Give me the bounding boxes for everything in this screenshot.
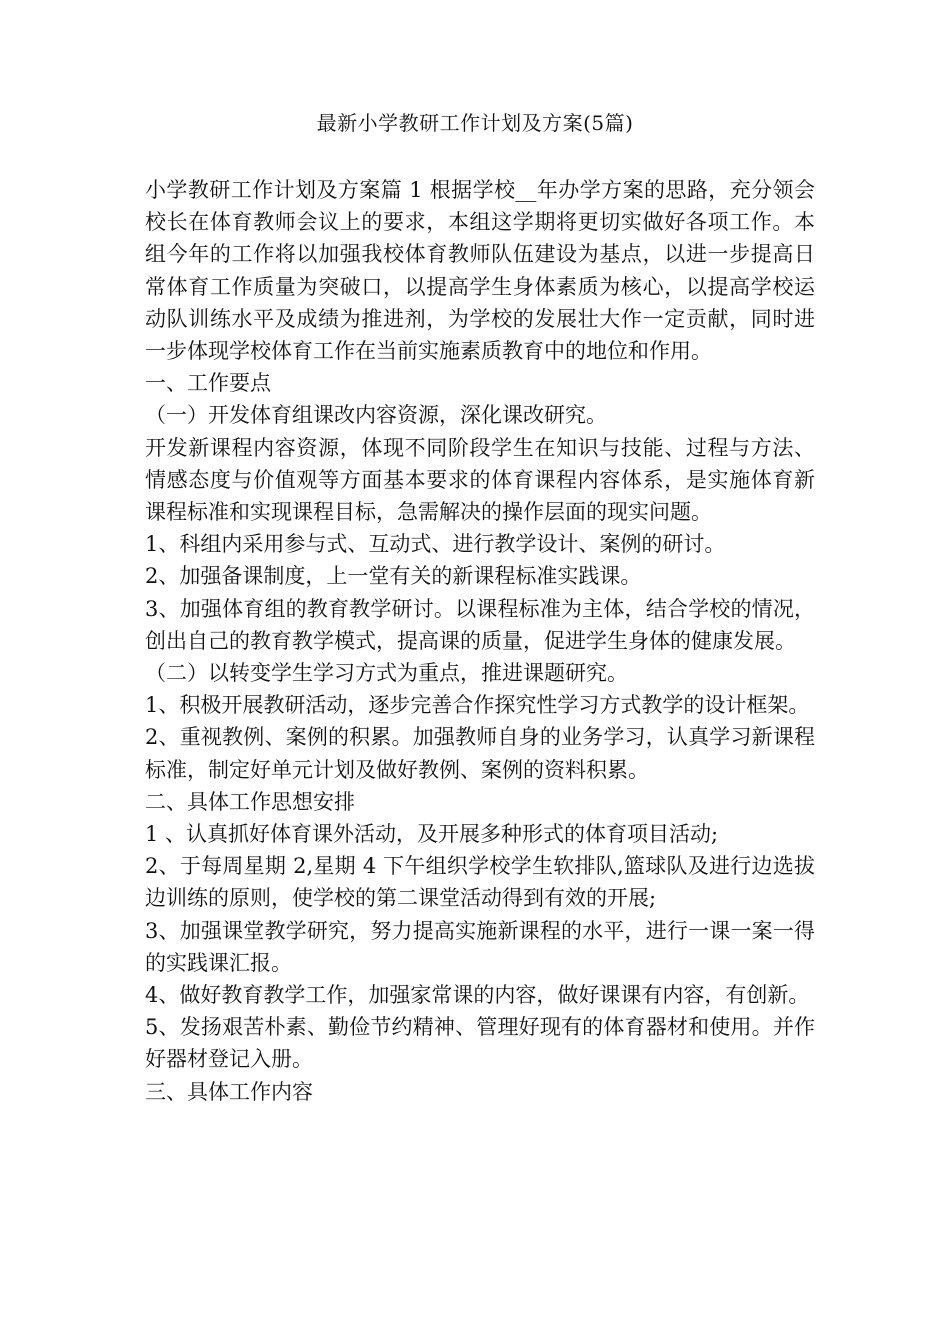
heading-work-content: 三、具体工作内容: [145, 1079, 313, 1104]
document-body: [145, 174, 815, 1108]
list-item-2-1: 1、积极开展教研活动，逐步完善合作探究性学习方式教学的设计框架。: [145, 693, 810, 718]
subheading-curriculum-resources: （一）开发体育组课改内容资源，深化课改研究。: [145, 403, 607, 428]
list-item-3-2: 2、于每周星期 2,星期 4 下午组织学校学生软排队,篮球队及进行边选拔边训练的原则，使学校的第二课堂活动得到有效的开展;: [145, 854, 815, 911]
list-item-3-3: 3、加强课堂教学研究，努力提高实施新课程的水平，进行一课一案一得的实践课汇报。: [145, 918, 815, 975]
list-item-1-2: 2、加强备课制度，上一堂有关的新课程标准实践课。: [145, 564, 642, 589]
list-item-3-5: 5、发扬艰苦朴素、勤俭节约精神、管理好现有的体育器材和使用。并作好器材登记入册。: [145, 1015, 815, 1072]
subheading-learning-methods: （二）以转变学生学习方式为重点，推进课题研究。: [145, 661, 628, 686]
heading-work-arrangement: 二、具体工作思想安排: [145, 789, 355, 814]
list-item-3-1: 1 、认真抓好体育课外活动，及开展多种形式的体育项目活动;: [145, 822, 719, 847]
document-title: 最新小学教研工作计划及方案(5篇): [316, 111, 634, 135]
list-item-2-2: 2、重视教例、案例的积累。加强教师自身的业务学习，认真学习新课程标准，制定好单元计划及做好教例、案例的资料积累。: [145, 725, 815, 782]
paragraph-intro: 小学教研工作计划及方案篇 1 根据学校__年办学方案的思路，充分领会校长在体育教师会议上的要求，本组这学期将更切实做好各项工作。本组今年的工作将以加强我校体育教师队伍建设为基点，以进一步提高日常体育工作质量为突破口，以提高学生身体素质为核心，以提高学校运动队训练水平及成绩为推进剂，为学校的发展壮大作一定贡献，同时进一步体现学校体育工作在当前实施素质教育中的地位和作用。: [145, 178, 815, 364]
heading-work-points: 一、工作要点: [145, 371, 271, 396]
paragraph-curriculum-resources: 开发新课程内容资源，体现不同阶段学生在知识与技能、过程与方法、情感态度与价值观等方面基本要求的体育课程内容体系，是实施体育新课程标准和实现课程目标，急需解决的操作层面的现实问题。: [145, 435, 815, 525]
list-item-1-3: 3、加强体育组的教育教学研讨。以课程标准为主体，结合学校的情况，创出自己的教育教学模式，提高课的质量，促进学生身体的健康发展。: [145, 596, 815, 653]
list-item-3-4: 4、做好教育教学工作，加强家常课的内容，做好课课有内容，有创新。: [145, 983, 810, 1008]
list-item-1-1: 1、科组内采用参与式、互动式、进行教学设计、案例的研讨。: [145, 532, 726, 557]
